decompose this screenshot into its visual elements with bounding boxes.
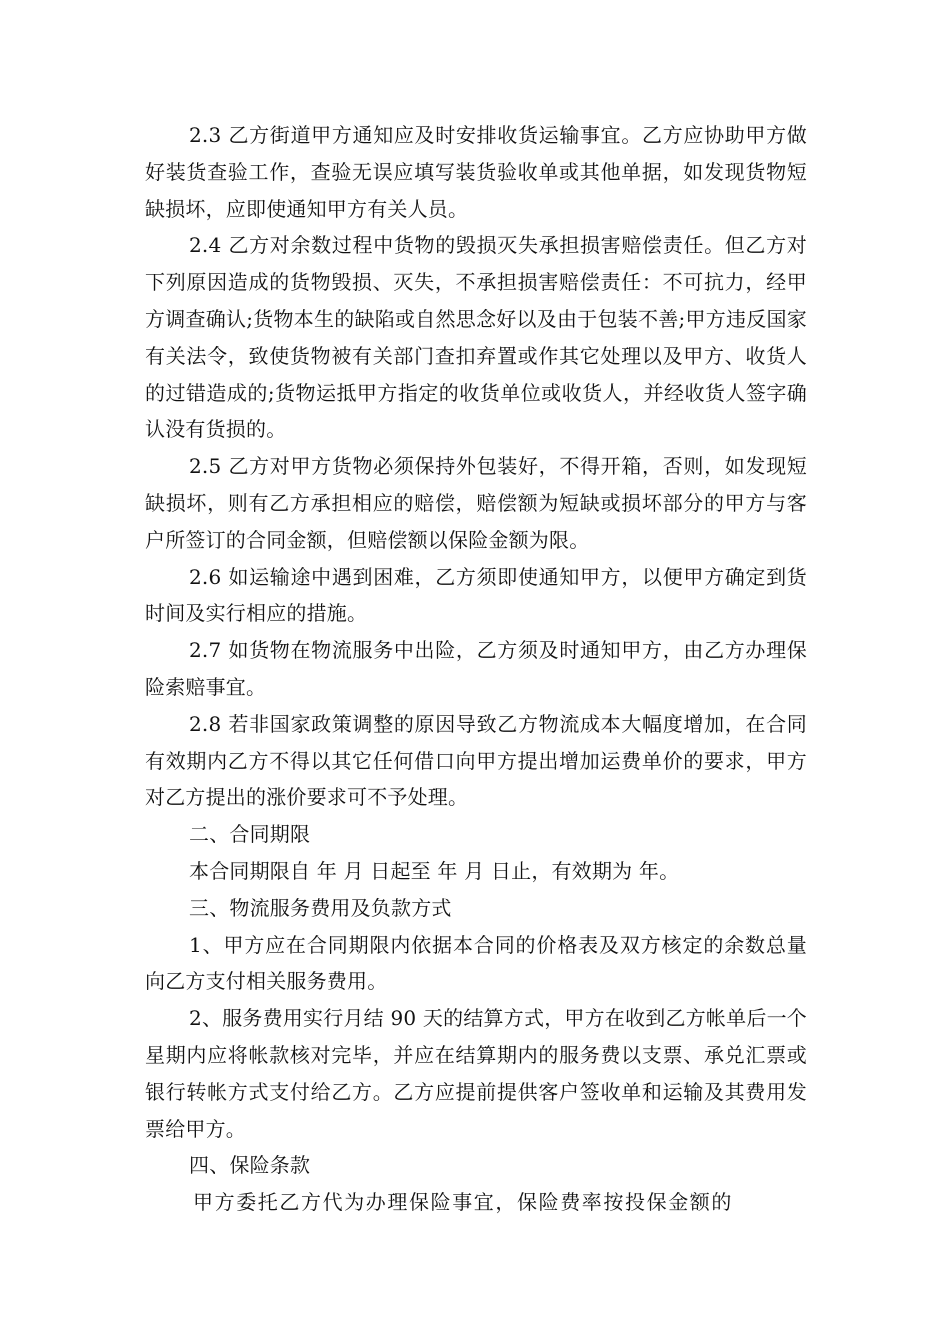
clause-2-3: 2.3 乙方街道甲方通知应及时安排收货运输事宜。乙方应协助甲方做好装货查验工作，查验无误应填写装货验收单或其他单据，如发现货物短缺损坏，应即使通知甲方有关人员。 bbox=[145, 123, 807, 221]
clause-2-6: 2.6 如运输途中遇到困难，乙方须即使通知甲方，以便甲方确定到货时间及实行相应的措施。 bbox=[145, 564, 807, 626]
clause-2-8: 2.8 若非国家政策调整的原因导致乙方物流成本大幅度增加，在合同有效期内乙方不得以其它任何借口向甲方提出增加运费单价的要求，甲方对乙方提出的涨价要求可不予处理。 bbox=[145, 711, 807, 810]
clause-2-5: 2.5 乙方对甲方货物必须保持外包装好，不得开箱，否则，如发现短缺损坏，则有乙方承担相应的赔偿，赔偿额为短缺或损坏部分的甲方与客户所签订的合同金额，但赔偿额以保险金额为限。 bbox=[145, 454, 807, 552]
fees-clause-2: 2、服务费用实行月结 90 天的结算方式，甲方在收到乙方帐单后一个星期内应将帐款核对完毕，并应在结算期内的服务费以支票、承兑汇票或银行转帐方式支付给乙方。乙方应提前提供客户签收单和运输及其费用发票给甲方。 bbox=[145, 1006, 807, 1141]
insurance-clause-text: 甲方委托乙方代为办理保险事宜，保险费率按投保金额的 bbox=[193, 1190, 733, 1215]
document-body bbox=[145, 117, 807, 1221]
contract-term-text: 本合同期限自 年 月 日起至 年 月 日止，有效期为 年。 bbox=[189, 858, 680, 883]
clause-2-7: 2.7 如货物在物流服务中出险，乙方须及时通知甲方，由乙方办理保险索赔事宜。 bbox=[145, 638, 807, 699]
fees-clause-1: 1、甲方应在合同期限内依据本合同的价格表及双方核定的余数总量向乙方支付相关服务费用。 bbox=[145, 932, 807, 994]
section-heading-fees-payment: 三、物流服务费用及负款方式 bbox=[189, 895, 452, 920]
section-heading-insurance: 四、保险条款 bbox=[189, 1153, 311, 1178]
clause-2-4: 2.4 乙方对余数过程中货物的毁损灭失承担损害赔偿责任。但乙方对下列原因造成的货物毁损、灭失，不承担损害赔偿责任：不可抗力，经甲方调查确认;货物本生的缺陷或自然思念好以及由于包装不善;甲方违反国家有关法令，致使货物被有关部门查扣弃置或作其它处理以及甲方、收货人的过错造成的;货物运抵甲方指定的收货单位或收货人，并经收货人签字确认没有货损的。 bbox=[145, 233, 807, 442]
section-heading-contract-term: 二、合同期限 bbox=[189, 822, 311, 847]
